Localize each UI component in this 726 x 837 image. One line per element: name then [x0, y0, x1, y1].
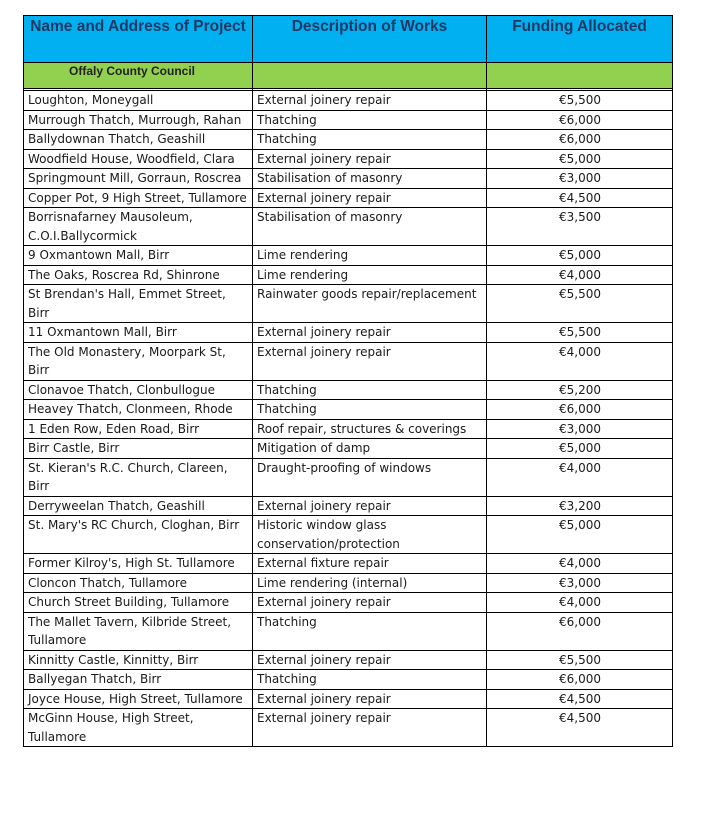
project-name-cell: Derryweelan Thatch, Geashill [24, 496, 253, 516]
project-name-cell: 1 Eden Row, Eden Road, Birr [24, 419, 253, 439]
funding-cell: €4,000 [487, 458, 673, 496]
description-cell: Rainwater goods repair/replacement [253, 285, 487, 323]
description-cell: External joinery repair [253, 709, 487, 747]
funding-cell: €5,000 [487, 149, 673, 169]
table-row [24, 439, 673, 459]
description-cell: External joinery repair [253, 323, 487, 343]
project-name-cell: Cloncon Thatch, Tullamore [24, 573, 253, 593]
project-name-cell: Kinnitty Castle, Kinnitty, Birr [24, 650, 253, 670]
funding-cell: €4,000 [487, 342, 673, 380]
table-row [24, 612, 673, 650]
description-cell: External fixture repair [253, 554, 487, 574]
funding-cell: €4,500 [487, 709, 673, 747]
description-cell: Roof repair, structures & coverings [253, 419, 487, 439]
project-name-cell: Borrisnafarney Mausoleum, C.O.I.Ballycormick [24, 208, 253, 246]
funding-cell: €3,500 [487, 208, 673, 246]
table-row [24, 169, 673, 189]
header-funding: Funding Allocated [487, 16, 673, 63]
description-cell: External joinery repair [253, 593, 487, 613]
table-row [24, 110, 673, 130]
funding-cell: €5,500 [487, 91, 673, 111]
description-cell: External joinery repair [253, 188, 487, 208]
table-row [24, 400, 673, 420]
funding-cell: €4,000 [487, 265, 673, 285]
table-row [24, 285, 673, 323]
table-row [24, 458, 673, 496]
table-row [24, 130, 673, 150]
project-name-cell: Ballydownan Thatch, Geashill [24, 130, 253, 150]
table-row [24, 91, 673, 111]
description-cell: Lime rendering [253, 265, 487, 285]
funding-cell: €6,000 [487, 110, 673, 130]
funding-cell: €6,000 [487, 612, 673, 650]
table-row [24, 188, 673, 208]
description-cell: Thatching [253, 380, 487, 400]
header-description: Description of Works [253, 16, 487, 63]
funding-cell: €6,000 [487, 400, 673, 420]
table-row [24, 516, 673, 554]
funding-cell: €3,000 [487, 419, 673, 439]
funding-cell: €4,500 [487, 188, 673, 208]
description-cell: External joinery repair [253, 149, 487, 169]
table-row [24, 554, 673, 574]
project-name-cell: Heavey Thatch, Clonmeen, Rhode [24, 400, 253, 420]
project-name-cell: Murrough Thatch, Murrough, Rahan [24, 110, 253, 130]
description-cell: Stabilisation of masonry [253, 208, 487, 246]
project-name-cell: St Brendan's Hall, Emmet Street, Birr [24, 285, 253, 323]
funding-cell: €5,500 [487, 285, 673, 323]
council-row [24, 63, 673, 89]
project-name-cell: 9 Oxmantown Mall, Birr [24, 246, 253, 266]
description-cell: Draught-proofing of windows [253, 458, 487, 496]
funding-cell: €5,500 [487, 323, 673, 343]
description-cell: Mitigation of damp [253, 439, 487, 459]
description-cell: External joinery repair [253, 650, 487, 670]
table-row [24, 208, 673, 246]
council-blank-cell [487, 63, 673, 89]
project-name-cell: Joyce House, High Street, Tullamore [24, 689, 253, 709]
funding-cell: €6,000 [487, 670, 673, 690]
table-row [24, 496, 673, 516]
table-row [24, 650, 673, 670]
table-row [24, 670, 673, 690]
table-row [24, 380, 673, 400]
funding-cell: €5,000 [487, 439, 673, 459]
table-row [24, 342, 673, 380]
funding-cell: €5,000 [487, 516, 673, 554]
description-cell: Thatching [253, 670, 487, 690]
description-cell: Lime rendering [253, 246, 487, 266]
project-name-cell: Loughton, Moneygall [24, 91, 253, 111]
funding-cell: €4,000 [487, 593, 673, 613]
project-name-cell: Former Kilroy's, High St. Tullamore [24, 554, 253, 574]
table-row [24, 265, 673, 285]
project-name-cell: Ballyegan Thatch, Birr [24, 670, 253, 690]
table-row [24, 709, 673, 747]
description-cell: External joinery repair [253, 342, 487, 380]
project-name-cell: Woodfield House, Woodfield, Clara [24, 149, 253, 169]
funding-cell: €5,500 [487, 650, 673, 670]
table-row [24, 323, 673, 343]
funding-cell: €4,500 [487, 689, 673, 709]
description-cell: External joinery repair [253, 91, 487, 111]
project-name-cell: McGinn House, High Street, Tullamore [24, 709, 253, 747]
description-cell: Thatching [253, 400, 487, 420]
project-name-cell: Birr Castle, Birr [24, 439, 253, 459]
funding-cell: €4,000 [487, 554, 673, 574]
funding-cell: €5,000 [487, 246, 673, 266]
table-row [24, 573, 673, 593]
project-name-cell: St. Mary's RC Church, Cloghan, Birr [24, 516, 253, 554]
description-cell: Thatching [253, 110, 487, 130]
table-row [24, 149, 673, 169]
table-row [24, 689, 673, 709]
project-name-cell: Church Street Building, Tullamore [24, 593, 253, 613]
project-name-cell: Clonavoe Thatch, Clonbullogue [24, 380, 253, 400]
project-name-cell: Copper Pot, 9 High Street, Tullamore [24, 188, 253, 208]
table-row [24, 419, 673, 439]
description-cell: Historic window glass conservation/protection [253, 516, 487, 554]
funding-table [23, 15, 673, 747]
funding-cell: €3,000 [487, 169, 673, 189]
project-name-cell: The Oaks, Roscrea Rd, Shinrone [24, 265, 253, 285]
project-name-cell: The Old Monastery, Moorpark St, Birr [24, 342, 253, 380]
funding-cell: €6,000 [487, 130, 673, 150]
description-cell: Lime rendering (internal) [253, 573, 487, 593]
table-row [24, 246, 673, 266]
council-blank-cell [253, 63, 487, 89]
council-name: Offaly County Council [24, 63, 253, 89]
funding-cell: €5,200 [487, 380, 673, 400]
description-cell: Thatching [253, 612, 487, 650]
funding-cell: €3,200 [487, 496, 673, 516]
funding-cell: €3,000 [487, 573, 673, 593]
description-cell: External joinery repair [253, 689, 487, 709]
project-name-cell: Springmount Mill, Gorraun, Roscrea [24, 169, 253, 189]
header-row [24, 16, 673, 63]
header-name: Name and Address of Project [24, 16, 253, 63]
description-cell: Thatching [253, 130, 487, 150]
table-row [24, 593, 673, 613]
description-cell: External joinery repair [253, 496, 487, 516]
project-name-cell: St. Kieran's R.C. Church, Clareen, Birr [24, 458, 253, 496]
project-name-cell: The Mallet Tavern, Kilbride Street, Tullamore [24, 612, 253, 650]
description-cell: Stabilisation of masonry [253, 169, 487, 189]
project-name-cell: 11 Oxmantown Mall, Birr [24, 323, 253, 343]
